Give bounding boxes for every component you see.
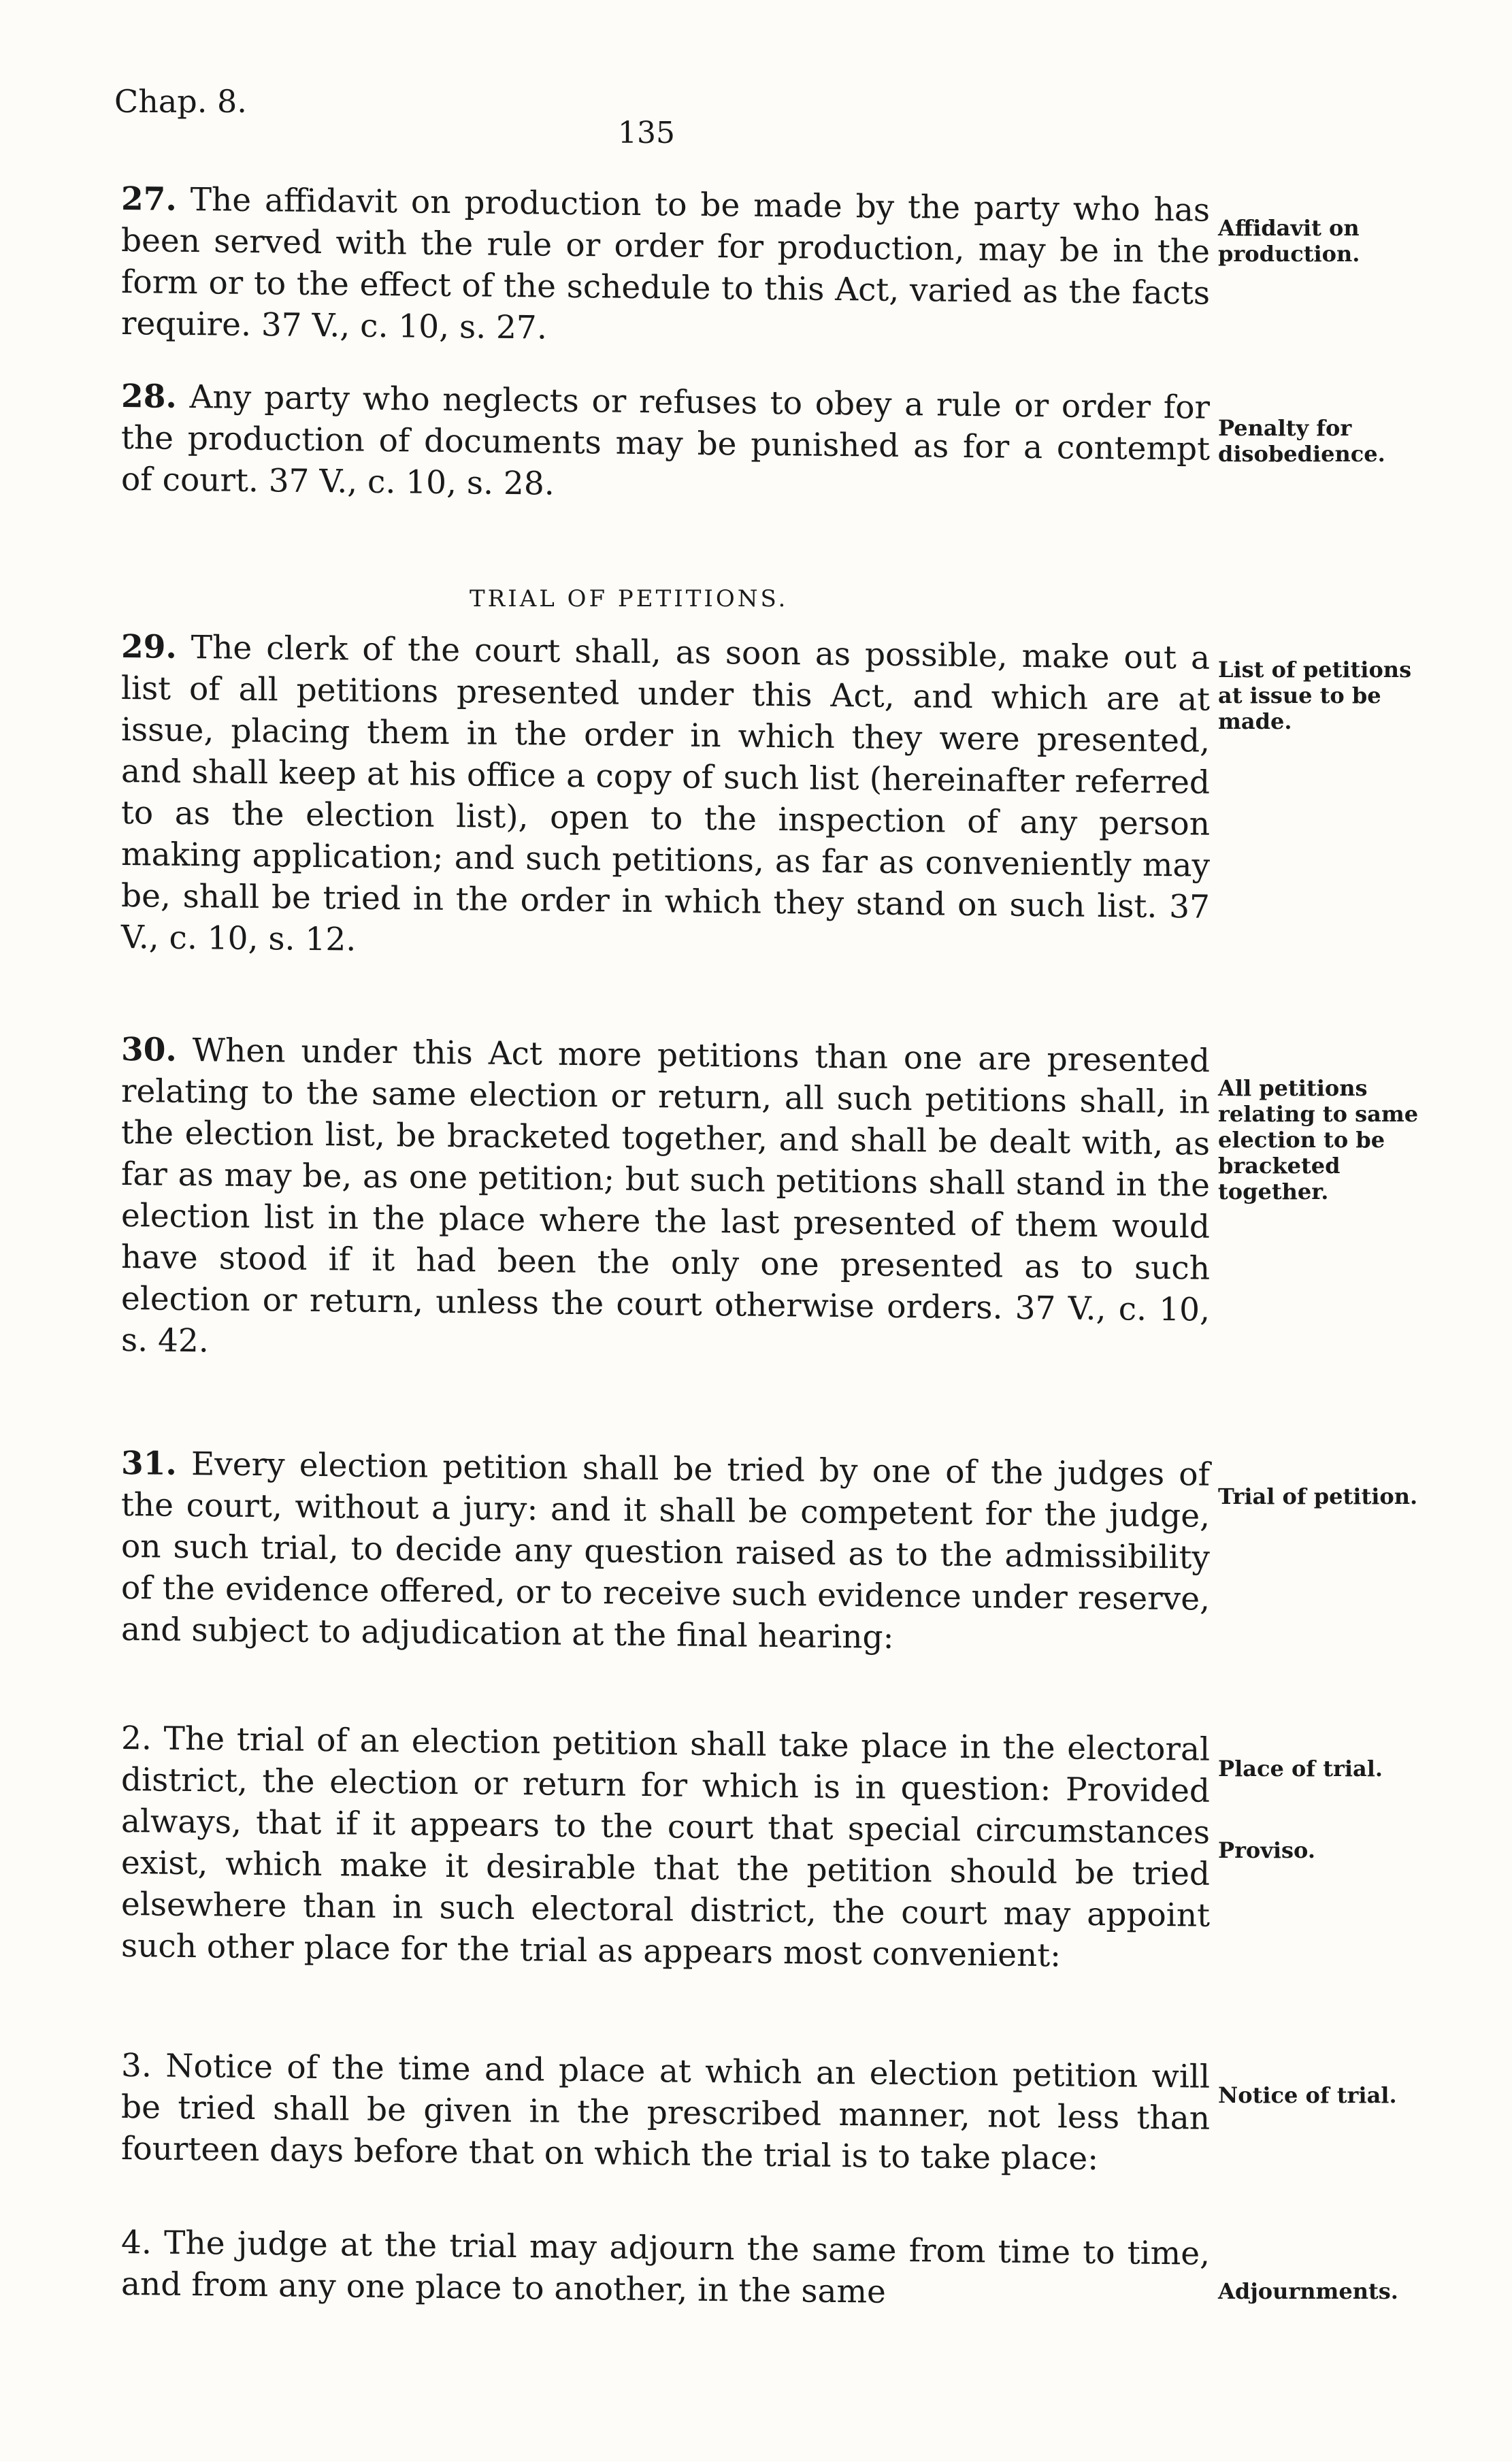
subsection-number: 3. [121,2047,152,2085]
sidenote-place-of-trial: Place of trial. [1218,1756,1383,1782]
subsection-4 [121,2222,1210,2316]
section-30 [121,1029,1210,1373]
section-text: Every election petition shall be tried by one of the judges of the court, without a jury: and it shall be competent for the judge, on such trial, to decide any question raised as to the admissibility of the evidence offered, or to receive such evidence under reserve, and subject to adjudication at the final hearing: [121,1445,1210,1656]
section-text: The affidavit on production to be made by the party who has been served with the rule or order for production, may be in the form or to the effect of the schedule to this Act, varied as the facts require. 37 V., c. 10, s. 27. [121,181,1210,347]
sidenote-adjournments: Adjournments. [1218,2278,1398,2304]
sidenote-proviso: Proviso. [1218,1837,1315,1863]
section-31 [121,1443,1210,1662]
section-number: 28. [121,378,177,416]
page-number: 135 [618,116,675,150]
subsection-text: The judge at the trial may adjourn the same from time to time, and from any one place to another, in the same [121,2224,1210,2311]
section-heading: TRIAL OF PETITIONS. [470,585,789,612]
subsection-number: 2. [121,1720,152,1758]
subsection-text: Notice of the time and place at which an election petition will be tried shall be given in the prescribed manner, not less than fourteen days before that on which the trial is to take place: [121,2047,1210,2178]
subsection-2 [121,1718,1210,1978]
section-number: 30. [121,1031,177,1069]
subsection-3 [121,2045,1210,2181]
section-29 [121,626,1210,970]
chapter-label: Chap. 8. [114,83,247,120]
section-text: When under this Act more petitions than one are presented relating to the same election or return, all such petitions shall, in the election list, be bracketed together, and shall be dealt with, as far as may be, as one petition; but such petitions shall stand in the election list in the place where the last presented of them would have stood if it had been the only one presented as to such election or return, unless the court otherwise orders. 37 V., c. 10, s. 42. [121,1032,1210,1360]
sidenote-trial-of-petition: Trial of petition. [1218,1483,1418,1509]
section-28 [121,376,1210,512]
sidenote-all-petitions: All petitions relating to same election to be bracketed together. [1218,1075,1419,1204]
section-number: 29. [121,628,177,666]
sidenote-penalty: Penalty for disobedience. [1218,415,1385,467]
sidenote-affidavit: Affidavit on production. [1218,215,1360,267]
section-number: 27. [121,180,177,218]
section-27 [121,178,1210,356]
section-number: 31. [121,1445,177,1483]
subsection-number: 4. [121,2224,152,2262]
sidenote-notice-of-trial: Notice of trial. [1218,2082,1397,2108]
section-text: The clerk of the court shall, as soon as possible, make out a list of all petitions presented under this Act, and which are at issue, placing them in the order in which they were presented, and shall keep at his office a copy of such list (hereinafter referred to as the election list), open to the inspection of any person making application; and such petitions, as far as conveniently may be, shall be tried in the order in which they stand on such list. 37 V., c. 10, s. 12. [121,629,1210,959]
section-text: Any party who neglects or refuses to obey a rule or order for the production of documents may be punished as for a contempt of court. 37 V., c. 10, s. 28. [121,378,1210,503]
subsection-text: The trial of an election petition shall take place in the electoral district, the election or return for which is in question: Provided always, that if it appears to the court that special circumstances exist, which make it desirable that the petition should be tried elsewhere than in such electoral district, the court may appoint such other place for the trial as appears most convenient: [121,1720,1210,1975]
sidenote-list-of-petitions: List of petitions at issue to be made. [1218,657,1412,734]
